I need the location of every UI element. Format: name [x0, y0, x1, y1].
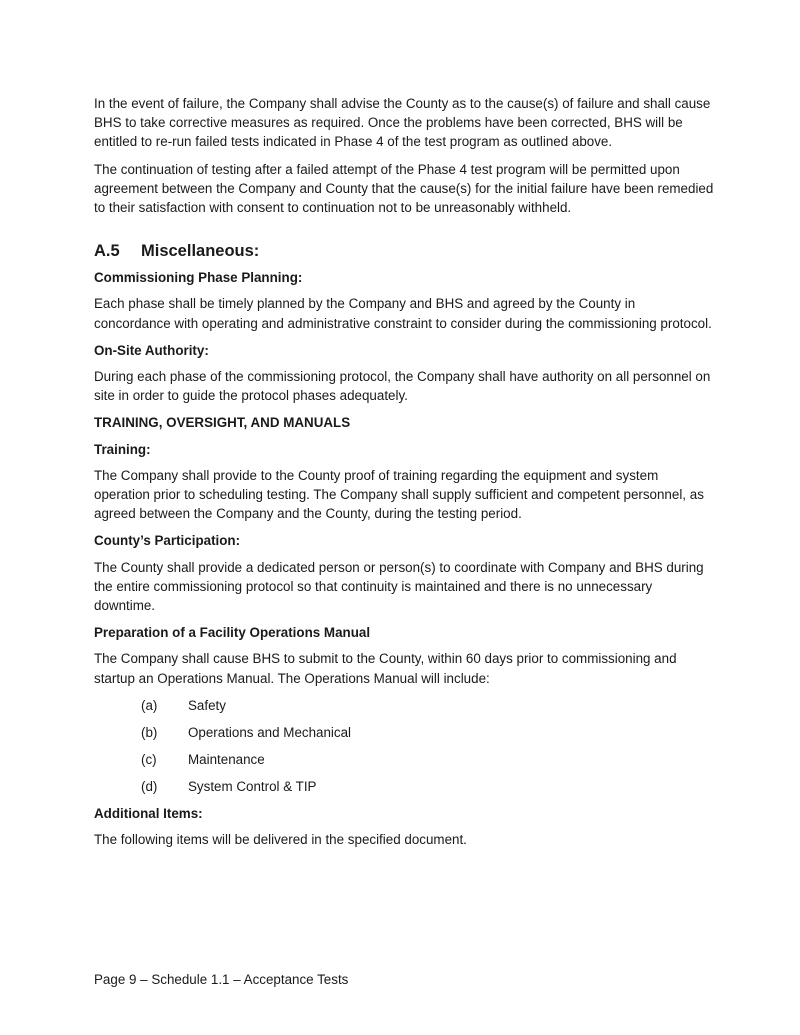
manual-heading: Preparation of a Facility Operations Manual — [94, 625, 371, 641]
list-item-text: Safety — [188, 697, 226, 713]
list-item-text: System Control & TIP — [188, 778, 317, 794]
list-item-label: (a) — [141, 697, 158, 713]
list-item — [94, 750, 714, 769]
commissioning-heading: Commissioning Phase Planning: — [94, 270, 303, 286]
county-text: The County shall provide a dedicated person or person(s) to coordinate with Company and BHS during the entire commissioning protocol so that continuity is maintained and there is no unnecessary downtime. — [94, 559, 704, 614]
onsite-text: During each phase of the commissioning protocol, the Company shall have authority on all personnel on site in order to guide the protocol phases adequately. — [94, 369, 711, 404]
failure-paragraph: In the event of failure, the Company shall advise the County as to the cause(s) of failure and shall cause BHS to take corrective measures as required. Once the problems have been corrected, BHS will be entitled to re-run failed tests indicated in Phase 4 of the test program as outlined above. — [94, 96, 711, 150]
training-section-header: TRAINING, OVERSIGHT, AND MANUALS — [94, 415, 351, 431]
list-item-label: (b) — [141, 724, 158, 740]
additional-text: The following items will be delivered in the specified document. — [94, 832, 467, 848]
page-footer: Page 9 – Schedule 1.1 – Acceptance Tests — [94, 972, 349, 987]
manual-contents-list — [94, 696, 714, 796]
section-number: A.5 — [94, 242, 120, 261]
list-item — [94, 723, 714, 742]
list-item — [94, 777, 714, 796]
training-text: The Company shall provide to the County proof of training regarding the equipment and system operation prior to scheduling testing. The Company shall supply sufficient and competent personnel, as agreed between the Company and the County, during the testing period. — [94, 467, 704, 522]
county-heading: County’s Participation: — [94, 533, 241, 549]
list-item-label: (c) — [141, 751, 157, 767]
page-body — [94, 94, 714, 857]
manual-text: The Company shall cause BHS to submit to the County, within 60 days prior to commissioning and startup an Operations Manual. The Operations Manual will include: — [94, 651, 677, 686]
continuation-paragraph: The continuation of testing after a failed attempt of the Phase 4 test program will be permitted upon agreement between the Company and County that the cause(s) for the initial failure have been remedied to their satisfaction with consent to continuation not to be unreasonably withheld. — [94, 161, 714, 216]
onsite-heading: On-Site Authority: — [94, 342, 209, 358]
commissioning-text: Each phase shall be timely planned by the Company and BHS and agreed by the County in concordance with operating and administrative constraint to consider during the commissioning protocol. — [94, 296, 712, 331]
list-item-text: Operations and Mechanical — [188, 724, 352, 740]
section-title: Miscellaneous: — [141, 242, 260, 261]
list-item — [94, 696, 714, 715]
additional-heading: Additional Items: — [94, 805, 203, 821]
training-heading: Training: — [94, 441, 151, 457]
list-item-label: (d) — [141, 778, 158, 794]
list-item-text: Maintenance — [188, 751, 265, 767]
section-heading — [94, 240, 714, 262]
